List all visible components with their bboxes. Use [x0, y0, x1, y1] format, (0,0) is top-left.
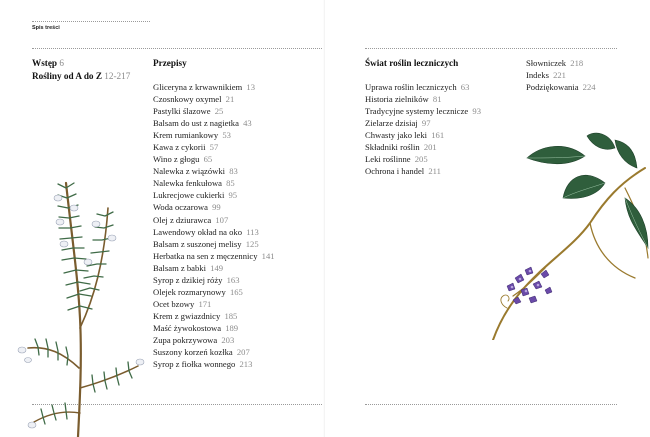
toc-entry-page: 81 [432, 94, 442, 105]
toc-entry-recipe[interactable] [153, 81, 275, 93]
toc-entry-page: 107 [215, 214, 229, 225]
toc-entry-title: Lawendowy okład na oko [153, 226, 243, 237]
toc-entry-title: Pastylki ślazowe [153, 106, 211, 117]
toc-entry-title: Nalewka z wiązówki [153, 166, 226, 177]
right-page [325, 0, 650, 437]
toc-entry-recipe[interactable] [153, 105, 275, 117]
toc-entry-title: Ocet bzowy [153, 298, 195, 309]
toc-entry-recipe[interactable] [153, 226, 275, 238]
toc-entry-page: 161 [431, 130, 445, 141]
toc-entry-title: Zupa pokrzywowa [153, 334, 218, 345]
toc-entry-page: 149 [210, 262, 224, 273]
toc-entry-page: 185 [224, 310, 238, 321]
toc-entry-recipe[interactable] [153, 262, 275, 274]
back-matter-list [526, 57, 596, 93]
toc-entry-title: Syrop z fiołka wonnego [153, 359, 236, 370]
toc-entry-page: 221 [553, 70, 566, 81]
toc-entry-world[interactable] [365, 165, 481, 177]
toc-entry-title: Gliceryna z krwawnikiem [153, 82, 243, 92]
toc-entry-recipe[interactable] [153, 117, 275, 129]
toc-entry-title: Herbatka na sen z męczennicy [153, 250, 258, 261]
rosemary-sprig-icon [8, 178, 153, 437]
toc-entry-page: 165 [229, 286, 243, 297]
section-heading-world: Świat roślin leczniczych [365, 58, 459, 68]
toc-entry-recipe[interactable] [153, 334, 275, 346]
toc-entry-title: Olejek rozmarynowy [153, 286, 226, 297]
toc-entry-title: Rośliny od A do Z [32, 71, 102, 81]
toc-entry-title: Ochrona i handel [365, 166, 425, 177]
toc-entry-page: 95 [228, 190, 238, 201]
toc-entry-title: Wstęp [32, 58, 58, 68]
toc-entry-title: Lukrecjowe cukierki [153, 190, 225, 201]
toc-entry-title: Nalewka fenkułowa [153, 178, 222, 189]
toc-entry-page: 203 [221, 334, 235, 345]
top-rule-right [365, 48, 617, 49]
toc-entry-page: 85 [226, 178, 235, 189]
toc-entry-title: Czosnkowy oxymel [153, 94, 222, 105]
toc-entry-recipe[interactable] [153, 358, 275, 370]
toc-entry-page: 6 [59, 58, 64, 68]
toc-entry-title: Syrop z dzikiej róży [153, 274, 223, 285]
toc-entry-page: 205 [414, 154, 428, 165]
toc-entry-title: Zielarze dzisiaj [365, 118, 418, 129]
top-rule-left [32, 48, 322, 49]
toc-entry-title: Uprawa roślin leczniczych [365, 82, 457, 92]
toc-entry-page: 63 [460, 82, 470, 92]
section-heading-recipes: Przepisy [153, 58, 187, 68]
toc-entry-world[interactable] [365, 141, 481, 153]
toc-entry-page: 211 [428, 166, 441, 177]
toc-entry-title: Historia zielników [365, 94, 429, 105]
toc-entry-page: 189 [225, 322, 239, 333]
toc-entry-page: 57 [209, 142, 219, 153]
toc-entry-page: 13 [246, 82, 255, 92]
toc-entry-recipe[interactable] [153, 346, 275, 358]
toc-entry-title: Maść żywokostowa [153, 322, 222, 333]
toc-entry-title: Balsam z babki [153, 262, 206, 273]
toc-entry-page: 21 [225, 94, 235, 105]
toc-entry-title: Składniki roślin [365, 142, 420, 153]
toc-entry-title: Indeks [526, 70, 549, 81]
toc-entry-page: 113 [246, 226, 259, 237]
toc-entry-recipe[interactable] [153, 165, 275, 177]
toc-entry-recipe[interactable] [153, 129, 275, 141]
toc-entry-title: Balsam z suszonej melisy [153, 238, 242, 249]
toc-entry-recipe[interactable] [153, 250, 275, 262]
toc-entry-back-matter[interactable] [526, 57, 596, 69]
toc-entry-page: 141 [261, 250, 275, 261]
toc-entry-title: Chwasty jako leki [365, 130, 428, 141]
toc-entry-plants-a-z[interactable] [32, 71, 130, 81]
running-head-rule [32, 21, 150, 22]
toc-entry-recipe[interactable] [153, 298, 275, 310]
toc-entry-recipe[interactable] [153, 201, 275, 213]
climbing-vine-with-violet-flowers-icon [485, 128, 650, 340]
toc-entry-world[interactable] [365, 81, 481, 93]
bottom-rule-right [365, 404, 617, 405]
toc-entry-world[interactable] [365, 93, 481, 105]
toc-entry-recipe[interactable] [153, 153, 275, 165]
toc-entry-recipe[interactable] [153, 189, 275, 201]
toc-entry-recipe[interactable] [153, 214, 275, 226]
toc-entry-page: 224 [582, 82, 596, 93]
toc-entry-recipe[interactable] [153, 177, 275, 189]
toc-entry-title: Balsam do ust z nagietka [153, 118, 239, 129]
toc-entry-recipe[interactable] [153, 141, 275, 153]
toc-entry-page: 65 [203, 154, 213, 165]
toc-entry-title: Krem z gwiazdnicy [153, 310, 221, 321]
toc-entry-title: Olej z dziurawca [153, 214, 212, 225]
toc-entry-title: Leki roślinne [365, 154, 411, 165]
toc-entry-page: 125 [245, 238, 259, 249]
toc-entry-page: 12-217 [104, 71, 131, 81]
toc-entry-page: 25 [214, 106, 224, 117]
toc-entry-page: 213 [239, 359, 253, 370]
toc-entry-world[interactable] [365, 129, 481, 141]
toc-entry-recipe[interactable] [153, 274, 275, 286]
toc-entry-world[interactable] [365, 153, 481, 165]
toc-entry-intro[interactable] [32, 58, 64, 68]
toc-entry-title: Podziękowania [526, 82, 579, 93]
toc-entry-page: 99 [212, 202, 221, 213]
toc-entry-title: Woda oczarowa [153, 202, 208, 213]
toc-entry-title: Tradycyjne systemy lecznicze [365, 106, 469, 117]
toc-entry-back-matter[interactable] [526, 69, 596, 81]
toc-entry-page: 201 [423, 142, 437, 153]
toc-entry-title: Krem rumiankowy [153, 130, 219, 141]
toc-entry-page: 171 [198, 298, 212, 309]
toc-entry-world[interactable] [365, 117, 481, 129]
toc-entry-page: 207 [236, 347, 250, 358]
toc-entry-recipe[interactable] [153, 93, 275, 105]
toc-entry-page: 163 [226, 274, 240, 285]
toc-entry-page: 97 [421, 118, 431, 129]
toc-entry-title: Kawa z cykorii [153, 142, 206, 153]
toc-entry-title: Wino z głogu [153, 154, 200, 165]
recipe-list [153, 81, 275, 370]
toc-entry-page: 43 [243, 118, 252, 129]
toc-entry-page: 53 [222, 130, 231, 141]
toc-entry-title: Słowniczek [526, 58, 567, 68]
toc-entry-back-matter[interactable] [526, 81, 596, 93]
toc-entry-title: Suszony korzeń kozłka [153, 347, 233, 358]
toc-entry-recipe[interactable] [153, 238, 275, 250]
toc-entry-page: 218 [570, 58, 584, 68]
toc-entry-recipe[interactable] [153, 322, 275, 334]
toc-entry-world[interactable] [365, 105, 481, 117]
toc-entry-recipe[interactable] [153, 286, 275, 298]
running-head: Spis treści [32, 25, 60, 31]
toc-entry-page: 83 [229, 166, 238, 177]
toc-entry-page: 93 [472, 106, 482, 117]
world-list [365, 81, 481, 177]
toc-entry-recipe[interactable] [153, 310, 275, 322]
